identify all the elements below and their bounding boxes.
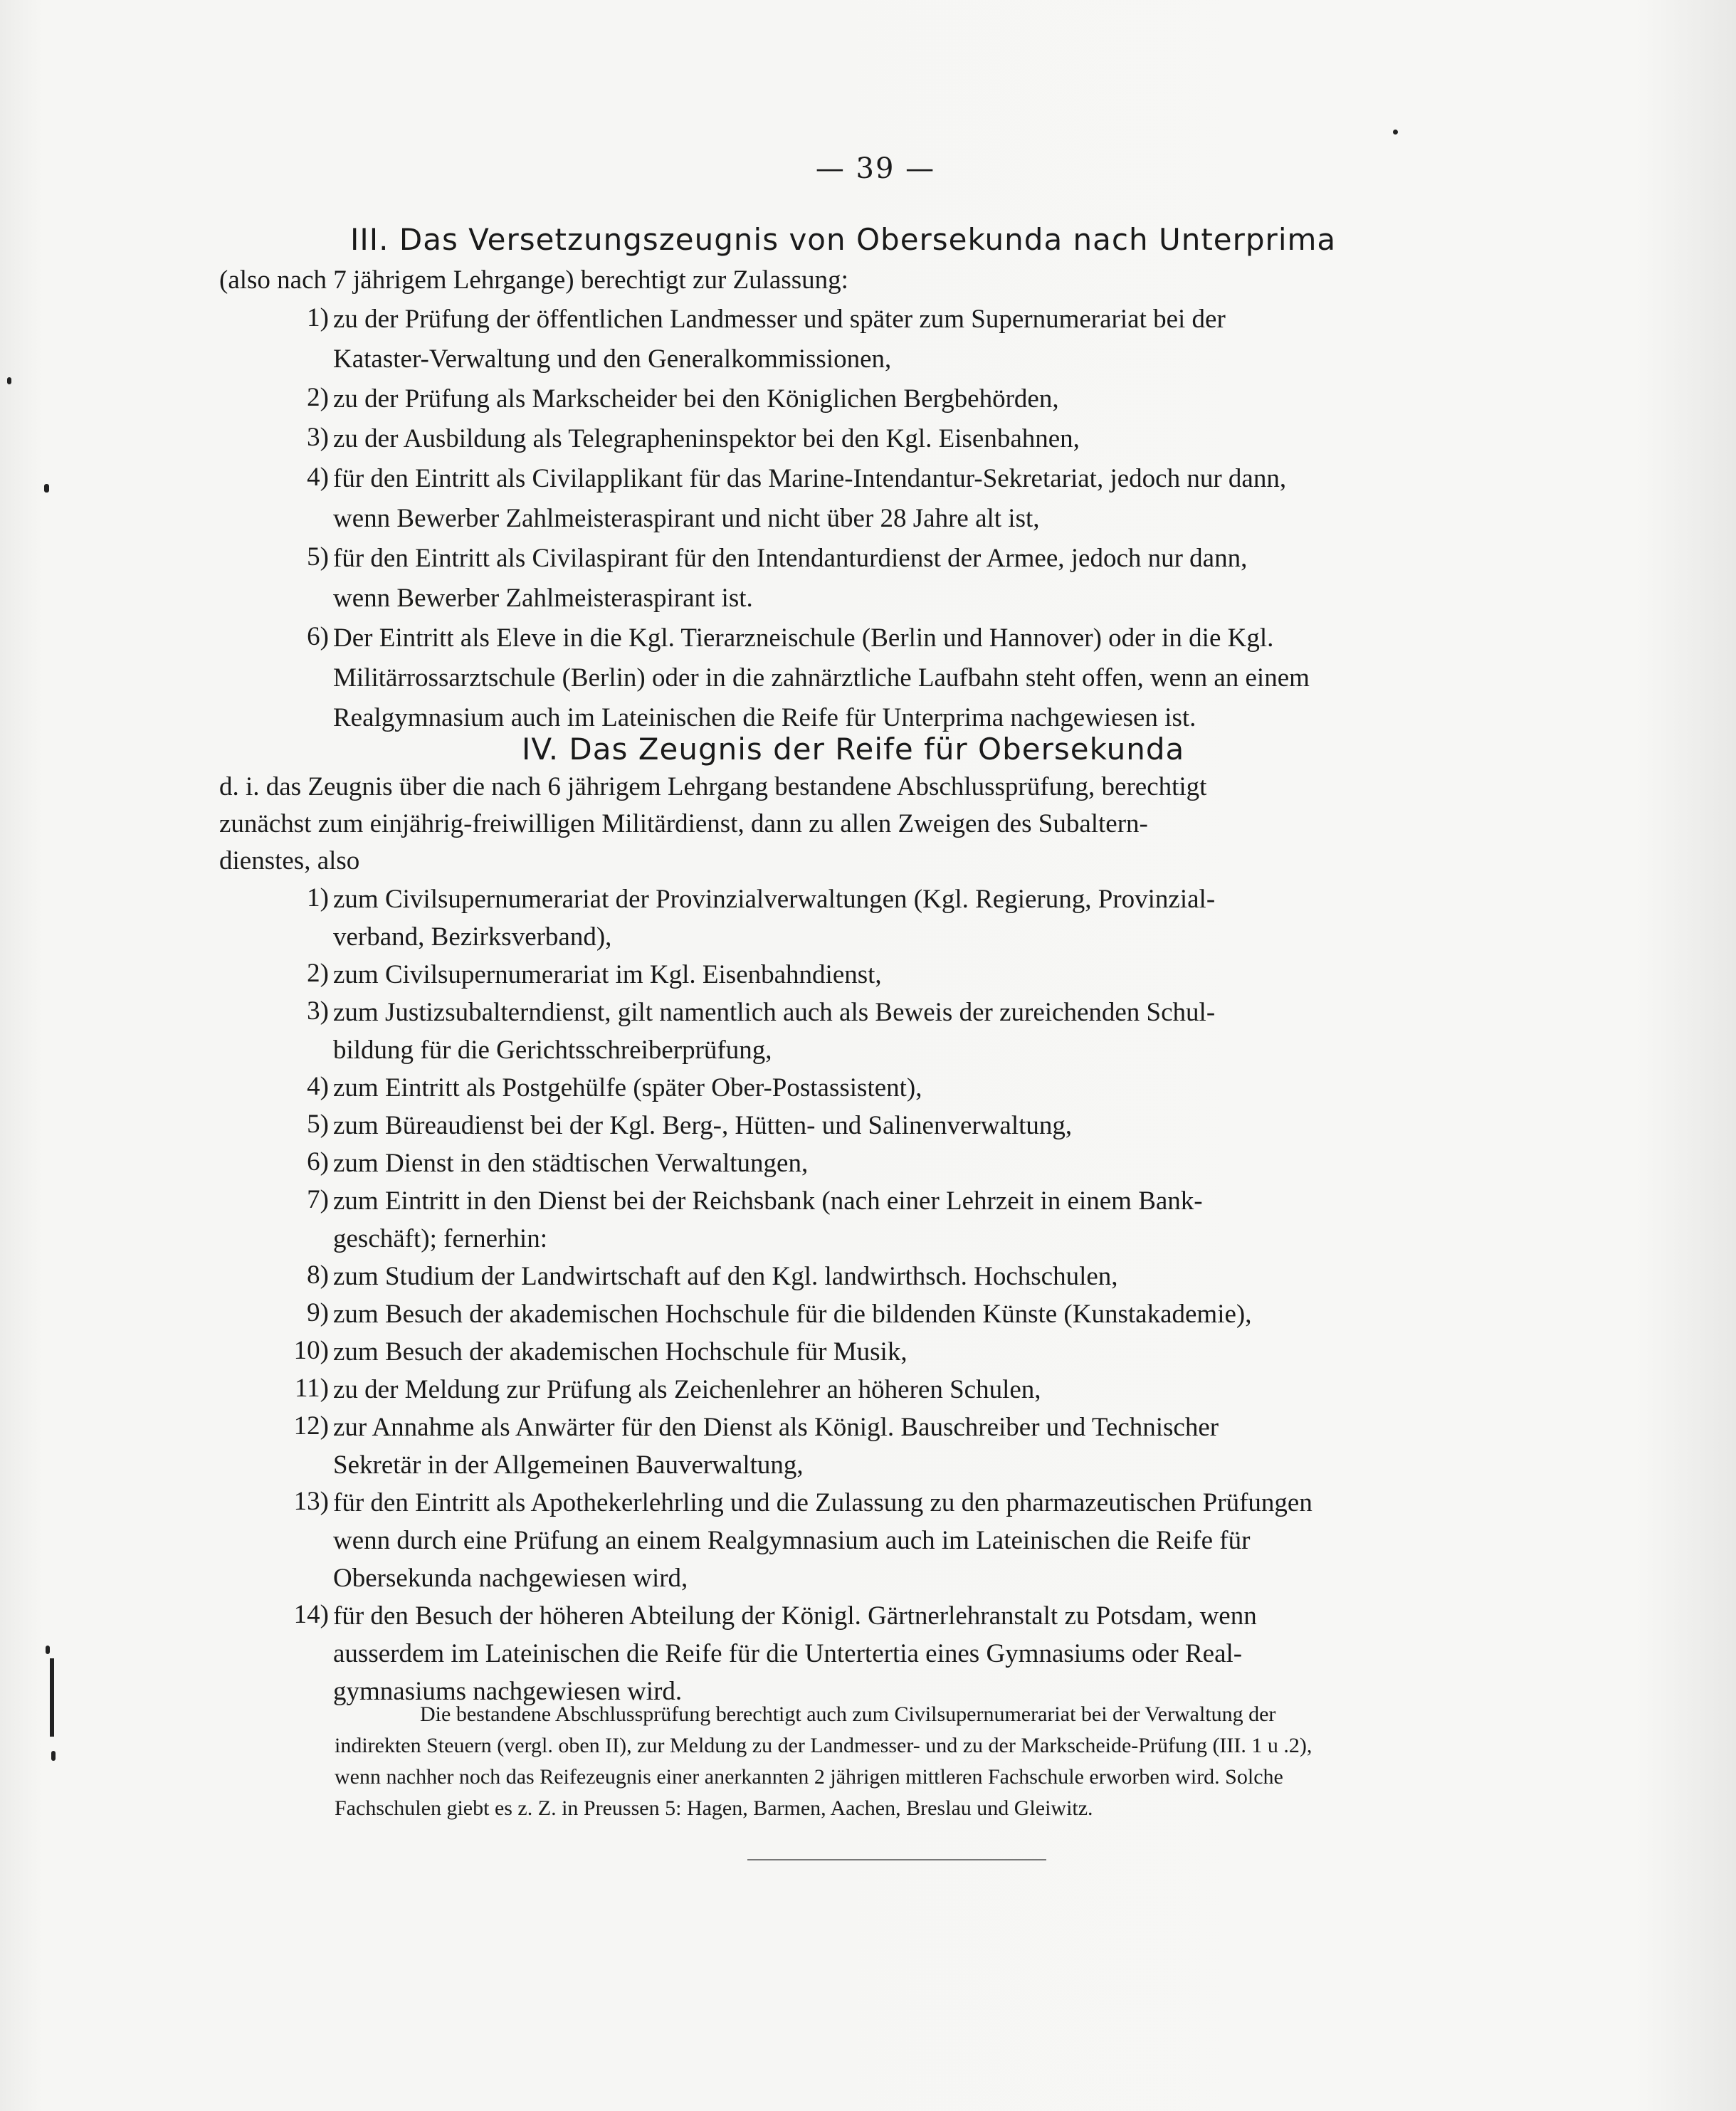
list-item-line: zum Civilsupernumerariat im Kgl. Eisenbahndienst,: [333, 960, 882, 989]
item-number: 1): [307, 883, 329, 912]
footnote-line: wenn nachher noch das Reifezeugnis einer anerkannten 2 jährigen mittleren Fachschule erworben wird. Solche: [335, 1765, 1283, 1789]
item-number: 11): [295, 1374, 329, 1403]
item-number: 6): [307, 1147, 329, 1176]
footnote-line: Die bestandene Abschlussprüfung berechtigt auch zum Civilsupernumerariat bei der Verwaltung der: [420, 1702, 1276, 1726]
list-item-line: für den Eintritt als Apothekerlehrling und die Zulassung zu den pharmazeutischen Prüfungen: [333, 1488, 1312, 1517]
item-number: 4): [307, 463, 329, 492]
list-item-line: bildung für die Gerichtsschreiberprüfung,: [333, 1036, 772, 1065]
footnote-line: indirekten Steuern (vergl. oben II), zur Meldung zu der Landmesser- und zu der Markscheide-Prüfung (III. 1 u .2),: [335, 1734, 1312, 1757]
list-item-line: verband, Bezirksverband),: [333, 922, 612, 952]
list-item-line: zu der Ausbildung als Telegrapheninspektor bei den Kgl. Eisenbahnen,: [333, 424, 1080, 453]
list-item-line: wenn durch eine Prüfung an einem Realgymnasium auch im Lateinischen die Reife für: [333, 1526, 1251, 1555]
item-number: 9): [307, 1298, 329, 1327]
list-item-line: zum Civilsupernumerariat der Provinzialverwaltungen (Kgl. Regierung, Provinzial-: [333, 885, 1216, 914]
item-number: 10): [293, 1336, 329, 1365]
item-number: 6): [307, 622, 329, 651]
margin-mark: [50, 1658, 54, 1737]
item-number: 5): [307, 1110, 329, 1139]
margin-mark: [1393, 130, 1398, 135]
list-item-line: gymnasiums nachgewiesen wird.: [333, 1677, 683, 1706]
item-number: 13): [293, 1487, 329, 1516]
list-item-line: zum Besuch der akademischen Hochschule für die bildenden Künste (Kunstakademie),: [333, 1300, 1252, 1329]
list-item-line: für den Eintritt als Civilaspirant für den Intendanturdienst der Armee, jedoch nur dann,: [333, 544, 1248, 573]
item-number: 5): [307, 542, 329, 572]
list-item-line: zum Dienst in den städtischen Verwaltungen,: [333, 1149, 809, 1178]
intro-line: d. i. das Zeugnis über die nach 6 jährigem Lehrgang bestandene Abschlussprüfung, berechtigt: [219, 772, 1207, 801]
section-4-heading: IV. Das Zeugnis der Reife für Obersekunda: [522, 732, 1185, 767]
closing-rule: [747, 1859, 1046, 1860]
list-item-line: zu der Prüfung der öffentlichen Landmesser und später zum Supernumerariat bei der: [333, 305, 1226, 334]
section-3-heading: III. Das Versetzungszeugnis von Obersekunda nach Unterprima: [350, 222, 1337, 257]
list-item-line: zum Besuch der akademischen Hochschule für Musik,: [333, 1337, 908, 1367]
item-number: 2): [307, 383, 329, 412]
list-item-line: Obersekunda nachgewiesen wird,: [333, 1564, 688, 1593]
list-item-line: zu der Meldung zur Prüfung als Zeichenlehrer an höheren Schulen,: [333, 1375, 1041, 1404]
intro-line: dienstes, also: [219, 846, 360, 875]
margin-mark: [44, 484, 49, 493]
margin-mark: [46, 1646, 50, 1654]
list-item-line: ausserdem im Lateinischen die Reife für die Untertertia eines Gymnasiums oder Real-: [333, 1639, 1243, 1668]
margin-mark: [7, 377, 11, 384]
list-item-line: Sekretär in der Allgemeinen Bauverwaltung,: [333, 1451, 804, 1480]
list-item-line: zur Annahme als Anwärter für den Dienst als Königl. Bauschreiber und Technischer: [333, 1413, 1219, 1442]
intro-line: zunächst zum einjährig-freiwilligen Militärdienst, dann zu allen Zweigen des Subaltern-: [219, 809, 1148, 838]
list-item-line: zu der Prüfung als Markscheider bei den Königlichen Bergbehörden,: [333, 384, 1059, 414]
list-item-line: wenn Bewerber Zahlmeisteraspirant und nicht über 28 Jahre alt ist,: [333, 504, 1040, 533]
item-number: 3): [307, 996, 329, 1026]
list-item-line: zum Eintritt als Postgehülfe (später Ober-Postassistent),: [333, 1073, 922, 1102]
list-item-line: geschäft); fernerhin:: [333, 1224, 547, 1253]
list-item-line: Realgymnasium auch im Lateinischen die Reife für Unterprima nachgewiesen ist.: [333, 703, 1196, 732]
item-number: 4): [307, 1072, 329, 1101]
margin-mark: [51, 1751, 56, 1761]
item-number: 8): [307, 1260, 329, 1290]
list-item-line: zum Büreaudienst bei der Kgl. Berg-, Hütten- und Salinenverwaltung,: [333, 1111, 1073, 1140]
item-number: 12): [293, 1411, 329, 1441]
item-number: 1): [307, 303, 329, 332]
item-number: 2): [307, 959, 329, 988]
list-item-line: wenn Bewerber Zahlmeisteraspirant ist.: [333, 584, 753, 613]
list-item-line: zum Eintritt in den Dienst bei der Reichsbank (nach einer Lehrzeit in einem Bank-: [333, 1186, 1203, 1216]
item-number: 7): [307, 1185, 329, 1214]
list-item-line: für den Eintritt als Civilapplikant für das Marine-Intendantur-Sekretariat, jedoch nur dann,: [333, 464, 1287, 493]
section-3-intro: (also nach 7 jährigem Lehrgange) berechtigt zur Zulassung:: [219, 265, 848, 295]
footnote-line: Fachschulen giebt es z. Z. in Preussen 5: Hagen, Barmen, Aachen, Breslau und Gleiwitz.: [335, 1796, 1093, 1820]
list-item-line: Der Eintritt als Eleve in die Kgl. Tierarzneischule (Berlin und Hannover) oder in die Kgl.: [333, 623, 1274, 653]
list-item-line: zum Justizsubalterndienst, gilt namentlich auch als Beweis der zureichenden Schul-: [333, 998, 1216, 1027]
list-item-line: zum Studium der Landwirtschaft auf den Kgl. landwirthsch. Hochschulen,: [333, 1262, 1118, 1291]
list-item-line: Kataster-Verwaltung und den Generalkommissionen,: [333, 344, 892, 374]
item-number: 3): [307, 423, 329, 452]
page-number: — 39 —: [815, 152, 936, 185]
list-item-line: für den Besuch der höheren Abteilung der Königl. Gärtnerlehranstalt zu Potsdam, wenn: [333, 1601, 1257, 1631]
item-number: 14): [293, 1600, 329, 1629]
list-item-line: Militärrossarztschule (Berlin) oder in die zahnärztliche Laufbahn steht offen, wenn an einem: [333, 663, 1310, 693]
